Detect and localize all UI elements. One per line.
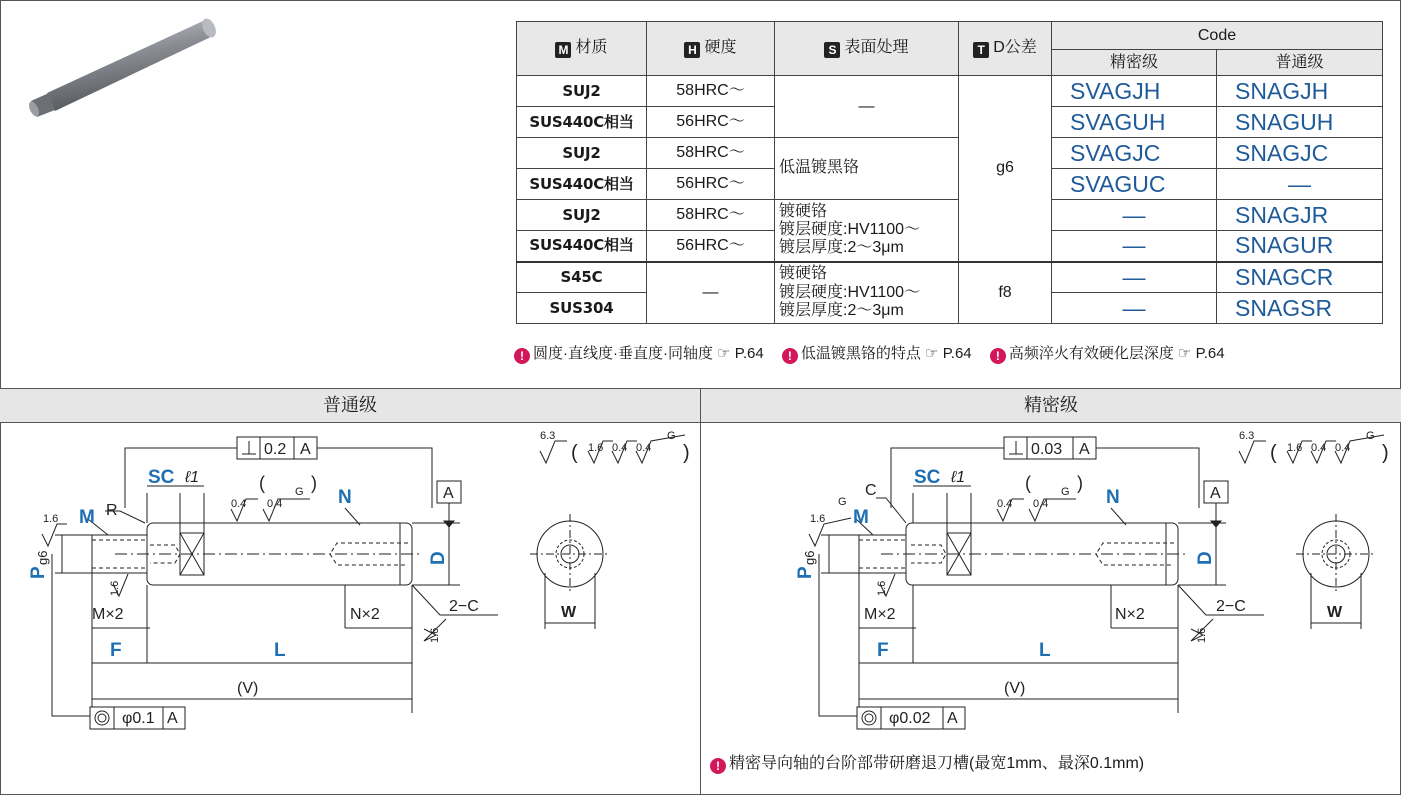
svg-text:1.6: 1.6 [109,580,121,596]
pointing-hand-icon: ☞ [925,345,939,362]
svg-text:A: A [167,710,178,727]
svg-text:g6: g6 [35,550,50,565]
standard-drawing [0,423,700,753]
material-cell: SUJ2 [517,200,647,231]
svg-text:G: G [667,430,676,442]
reference-notes [514,342,1239,364]
svg-text:SC: SC [148,467,175,488]
standard-code-cell[interactable]: SNAGUR [1217,231,1383,262]
note-geometric-tolerance[interactable]: ! 圆度·直线度·垂直度·同轴度 ☞ P.64 [514,345,764,362]
svg-text:F: F [877,640,889,661]
svg-text:0.4: 0.4 [997,498,1013,510]
svg-text:): ) [1382,442,1389,464]
svg-text:SC: SC [914,467,941,488]
precision-drawing [701,423,1401,753]
precision-code-cell[interactable]: SVAGJH [1052,76,1217,107]
header-code: Code [1052,22,1383,50]
svg-text:0.4: 0.4 [231,498,247,510]
svg-text:): ) [683,442,690,464]
svg-text:A: A [300,441,311,458]
standard-code-cell: — [1217,169,1383,200]
svg-text:A: A [443,485,454,502]
tolerance-cell: g6 [959,76,1052,262]
svg-text:G: G [1061,486,1070,498]
spec-table [516,21,1383,324]
svg-text:): ) [1077,473,1083,493]
svg-text:0.4: 0.4 [267,498,283,510]
svg-text:D: D [1195,551,1216,565]
pointing-hand-icon: ☞ [1178,345,1192,362]
svg-text:φ0.1: φ0.1 [122,710,155,727]
svg-text:1.6: 1.6 [876,580,888,596]
warning-icon: ! [990,348,1006,364]
svg-text:L: L [274,640,286,661]
pointing-hand-icon: ☞ [717,345,731,362]
precision-note: ! 精密导向轴的台阶部带研磨退刀槽(最宽1mm、最深0.1mm) [710,750,1144,774]
svg-text:G: G [295,486,304,498]
svg-text:A: A [1079,441,1090,458]
svg-text:0.4: 0.4 [612,442,628,454]
precision-code-cell: — [1052,293,1217,324]
svg-text:(V): (V) [237,680,259,697]
svg-text:ℓ1: ℓ1 [951,469,966,486]
material-cell: SUS440C相当 [517,107,647,138]
material-cell: S45C [517,262,647,293]
header-material: M 材质 [517,22,647,76]
svg-text:0.4: 0.4 [636,442,652,454]
svg-text:g6: g6 [802,550,817,565]
header-hardness: H 硬度 [647,22,775,76]
material-cell: SUS304 [517,293,647,324]
svg-text:(V): (V) [1004,680,1026,697]
svg-text:0.4: 0.4 [1335,442,1351,454]
svg-text:P: P [795,566,816,579]
svg-text:(: ( [1270,442,1277,464]
standard-code-cell[interactable]: SNAGUH [1217,107,1383,138]
warning-icon: ! [782,348,798,364]
material-cell: SUS440C相当 [517,169,647,200]
svg-text:1.6: 1.6 [43,513,59,525]
svg-text:C: C [865,482,877,499]
svg-text:M: M [853,507,869,528]
warning-icon: ! [710,758,726,774]
standard-code-cell[interactable]: SNAGJR [1217,200,1383,231]
header-surface: S 表面处理 [775,22,959,76]
svg-text:N: N [1106,487,1120,508]
precision-panel-title: 精密级 [701,389,1401,422]
material-cell: SUS440C相当 [517,231,647,262]
svg-text:G: G [1366,430,1375,442]
warning-icon: ! [514,348,530,364]
svg-text:N×2: N×2 [1115,606,1145,623]
material-cell: SUJ2 [517,138,647,169]
note-black-chrome[interactable]: ! 低温镀黑铬的特点 ☞ P.64 [782,345,972,362]
svg-text:M×2: M×2 [92,606,124,623]
svg-text:1.6: 1.6 [588,442,604,454]
standard-code-cell[interactable]: SNAGCR [1217,262,1383,293]
hardness-cell: — [647,262,775,324]
svg-text:F: F [110,640,122,661]
surface-cell: — [775,76,959,138]
svg-text:(: ( [259,473,265,493]
standard-panel-title: 普通级 [0,389,700,422]
hardness-cell: 56HRC～ [647,231,775,262]
svg-text:A: A [1210,485,1221,502]
svg-text:6.3: 6.3 [1239,430,1255,442]
svg-text:2−C: 2−C [449,598,479,615]
hardness-cell: 56HRC～ [647,169,775,200]
svg-text:0.03: 0.03 [1031,441,1063,458]
hardness-cell: 56HRC～ [647,107,775,138]
svg-text:1.6: 1.6 [429,627,441,643]
hardness-cell: 58HRC～ [647,138,775,169]
svg-text:L: L [1039,640,1051,661]
precision-code-cell[interactable]: SVAGJC [1052,138,1217,169]
svg-text:N×2: N×2 [350,606,380,623]
svg-text:G: G [838,496,847,508]
surface-cell: 低温镀黑铬 [775,138,959,200]
surface-cell: 镀硬铬 镀层硬度:HV1100～ 镀层厚度:2～3μm [775,200,959,262]
svg-text:1.6: 1.6 [1287,442,1303,454]
svg-text:(: ( [1025,473,1031,493]
hardness-cell: 58HRC～ [647,76,775,107]
svg-text:W: W [561,604,577,621]
svg-text:M: M [79,507,95,528]
svg-text:W: W [1327,604,1343,621]
svg-text:P: P [28,566,49,579]
surface-cell: 镀硬铬 镀层硬度:HV1100～ 镀层厚度:2～3μm [775,262,959,324]
hardness-cell: 58HRC～ [647,200,775,231]
svg-text:1.6: 1.6 [1196,627,1208,643]
note-hardening-depth[interactable]: ! 高频淬火有效硬化层深度 ☞ P.64 [990,345,1225,362]
svg-text:6.3: 6.3 [540,430,556,442]
tolerance-cell: f8 [959,262,1052,324]
svg-text:φ0.02: φ0.02 [889,710,931,727]
header-tolerance: T D公差 [959,22,1052,76]
svg-text:): ) [311,473,317,493]
svg-text:ℓ1: ℓ1 [185,469,200,486]
svg-text:0.2: 0.2 [264,441,287,458]
material-cell: SUJ2 [517,76,647,107]
svg-text:2−C: 2−C [1216,598,1246,615]
svg-text:N: N [338,487,352,508]
svg-text:0.4: 0.4 [1033,498,1049,510]
svg-text:1.6: 1.6 [810,513,826,525]
svg-text:R: R [106,502,118,519]
standard-code-cell[interactable]: SNAGJC [1217,138,1383,169]
standard-code-cell[interactable]: SNAGJH [1217,76,1383,107]
standard-code-cell[interactable]: SNAGSR [1217,293,1383,324]
header-standard: 普通级 [1217,50,1383,76]
header-precision: 精密级 [1052,50,1217,76]
svg-text:M×2: M×2 [864,606,896,623]
precision-code-cell: — [1052,262,1217,293]
svg-text:D: D [428,551,449,565]
precision-code-cell: — [1052,231,1217,262]
product-shaft-image [25,15,225,120]
precision-code-cell[interactable]: SVAGUH [1052,107,1217,138]
svg-text:(: ( [571,442,578,464]
svg-text:0.4: 0.4 [1311,442,1327,454]
precision-code-cell[interactable]: SVAGUC [1052,169,1217,200]
svg-text:A: A [947,710,958,727]
precision-code-cell: — [1052,200,1217,231]
